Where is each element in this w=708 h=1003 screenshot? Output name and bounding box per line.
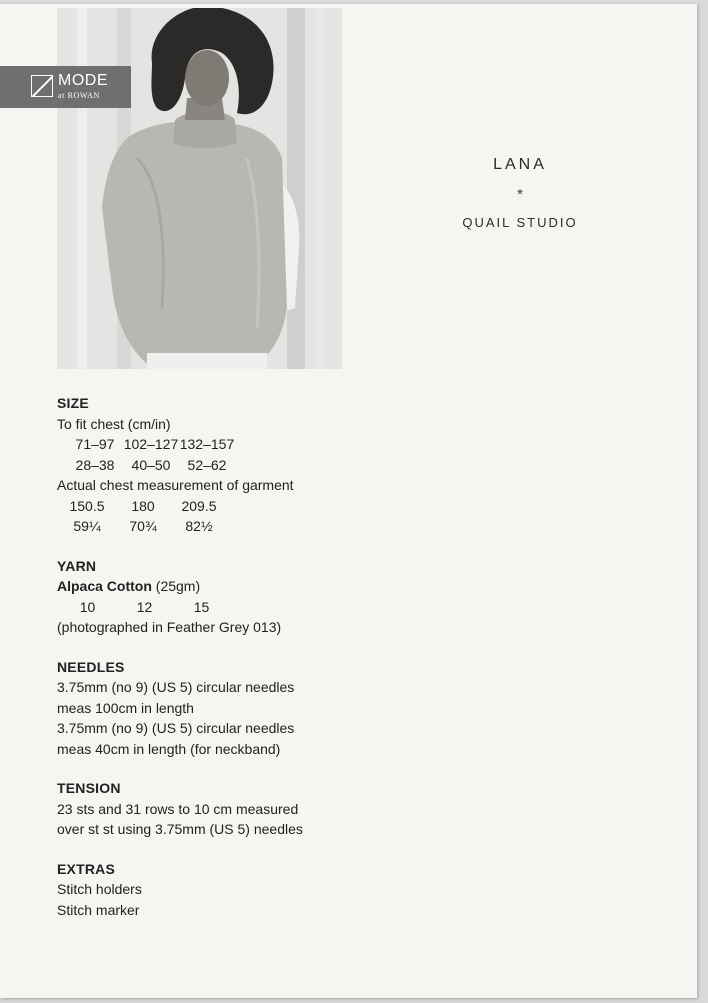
pattern-title-block [420, 156, 620, 230]
logo-wordmark: MODE [58, 72, 108, 89]
yarn-heading: YARN [57, 557, 97, 574]
logo-square-icon [31, 75, 53, 97]
actual-in-value: 82½ [185, 518, 213, 534]
yarn-quantity-row [57, 597, 303, 618]
needles-heading: NEEDLES [57, 658, 125, 675]
fit-cm-value: 102–127 [123, 436, 179, 452]
actual-cm-value: 180 [131, 497, 155, 514]
yarn-name: Alpaca Cotton [57, 578, 152, 594]
yarn-quantity: 12 [136, 598, 153, 615]
actual-in-row [57, 516, 303, 537]
fit-in-value: 40–50 [131, 456, 171, 473]
fit-cm-row [57, 434, 303, 455]
yarn-line [57, 576, 303, 597]
needles-line: meas 40cm in length (for neckband) [57, 740, 281, 757]
pattern-specs [57, 393, 303, 939]
pattern-name: LANA [493, 156, 547, 173]
actual-in-value: 70¾ [129, 518, 157, 534]
title-separator: * [517, 186, 523, 203]
extras-section [57, 859, 303, 921]
size-heading: SIZE [57, 395, 89, 411]
designer-name: QUAIL STUDIO [462, 215, 578, 230]
fit-cm-value: 71–97 [75, 436, 115, 452]
size-section [57, 393, 303, 537]
fit-in-value: 52–62 [187, 456, 227, 473]
needles-line: 3.75mm (no 9) (US 5) circular needles [57, 679, 295, 695]
tension-line: 23 sts and 31 rows to 10 cm measured [57, 800, 299, 817]
fit-chest-label: To fit chest (cm/in) [57, 415, 171, 432]
tension-section [57, 778, 303, 840]
fit-in-value: 28–38 [75, 456, 115, 473]
actual-cm-row [57, 496, 303, 517]
logo-subtitle: at ROWAN [58, 91, 100, 100]
needles-line: meas 100cm in length [57, 699, 194, 716]
actual-cm-value: 209.5 [181, 497, 217, 514]
actual-in-value: 59¼ [73, 518, 101, 534]
tension-line: over st st using 3.75mm (US 5) needles [57, 821, 303, 837]
yarn-photographed-note: (photographed in Feather Grey 013) [57, 619, 282, 635]
model-photo-illustration [57, 8, 342, 369]
model-photo [57, 8, 342, 369]
yarn-weight: (25gm) [155, 578, 201, 594]
mode-at-rowan-logo [0, 66, 131, 108]
actual-chest-label: Actual chest measurement of garment [57, 477, 294, 493]
fit-cm-value: 132–157 [179, 436, 235, 452]
extras-line: Stitch holders [57, 881, 142, 897]
yarn-section [57, 556, 303, 638]
yarn-quantity: 15 [193, 598, 210, 615]
needles-section [57, 657, 303, 760]
needles-line: 3.75mm (no 9) (US 5) circular needles [57, 720, 295, 736]
yarn-quantity: 10 [79, 598, 96, 615]
actual-cm-value: 150.5 [69, 497, 105, 514]
tension-heading: TENSION [57, 780, 121, 796]
extras-heading: EXTRAS [57, 860, 115, 877]
extras-line: Stitch marker [57, 901, 140, 918]
pattern-page [0, 4, 697, 998]
fit-in-row [57, 455, 303, 476]
